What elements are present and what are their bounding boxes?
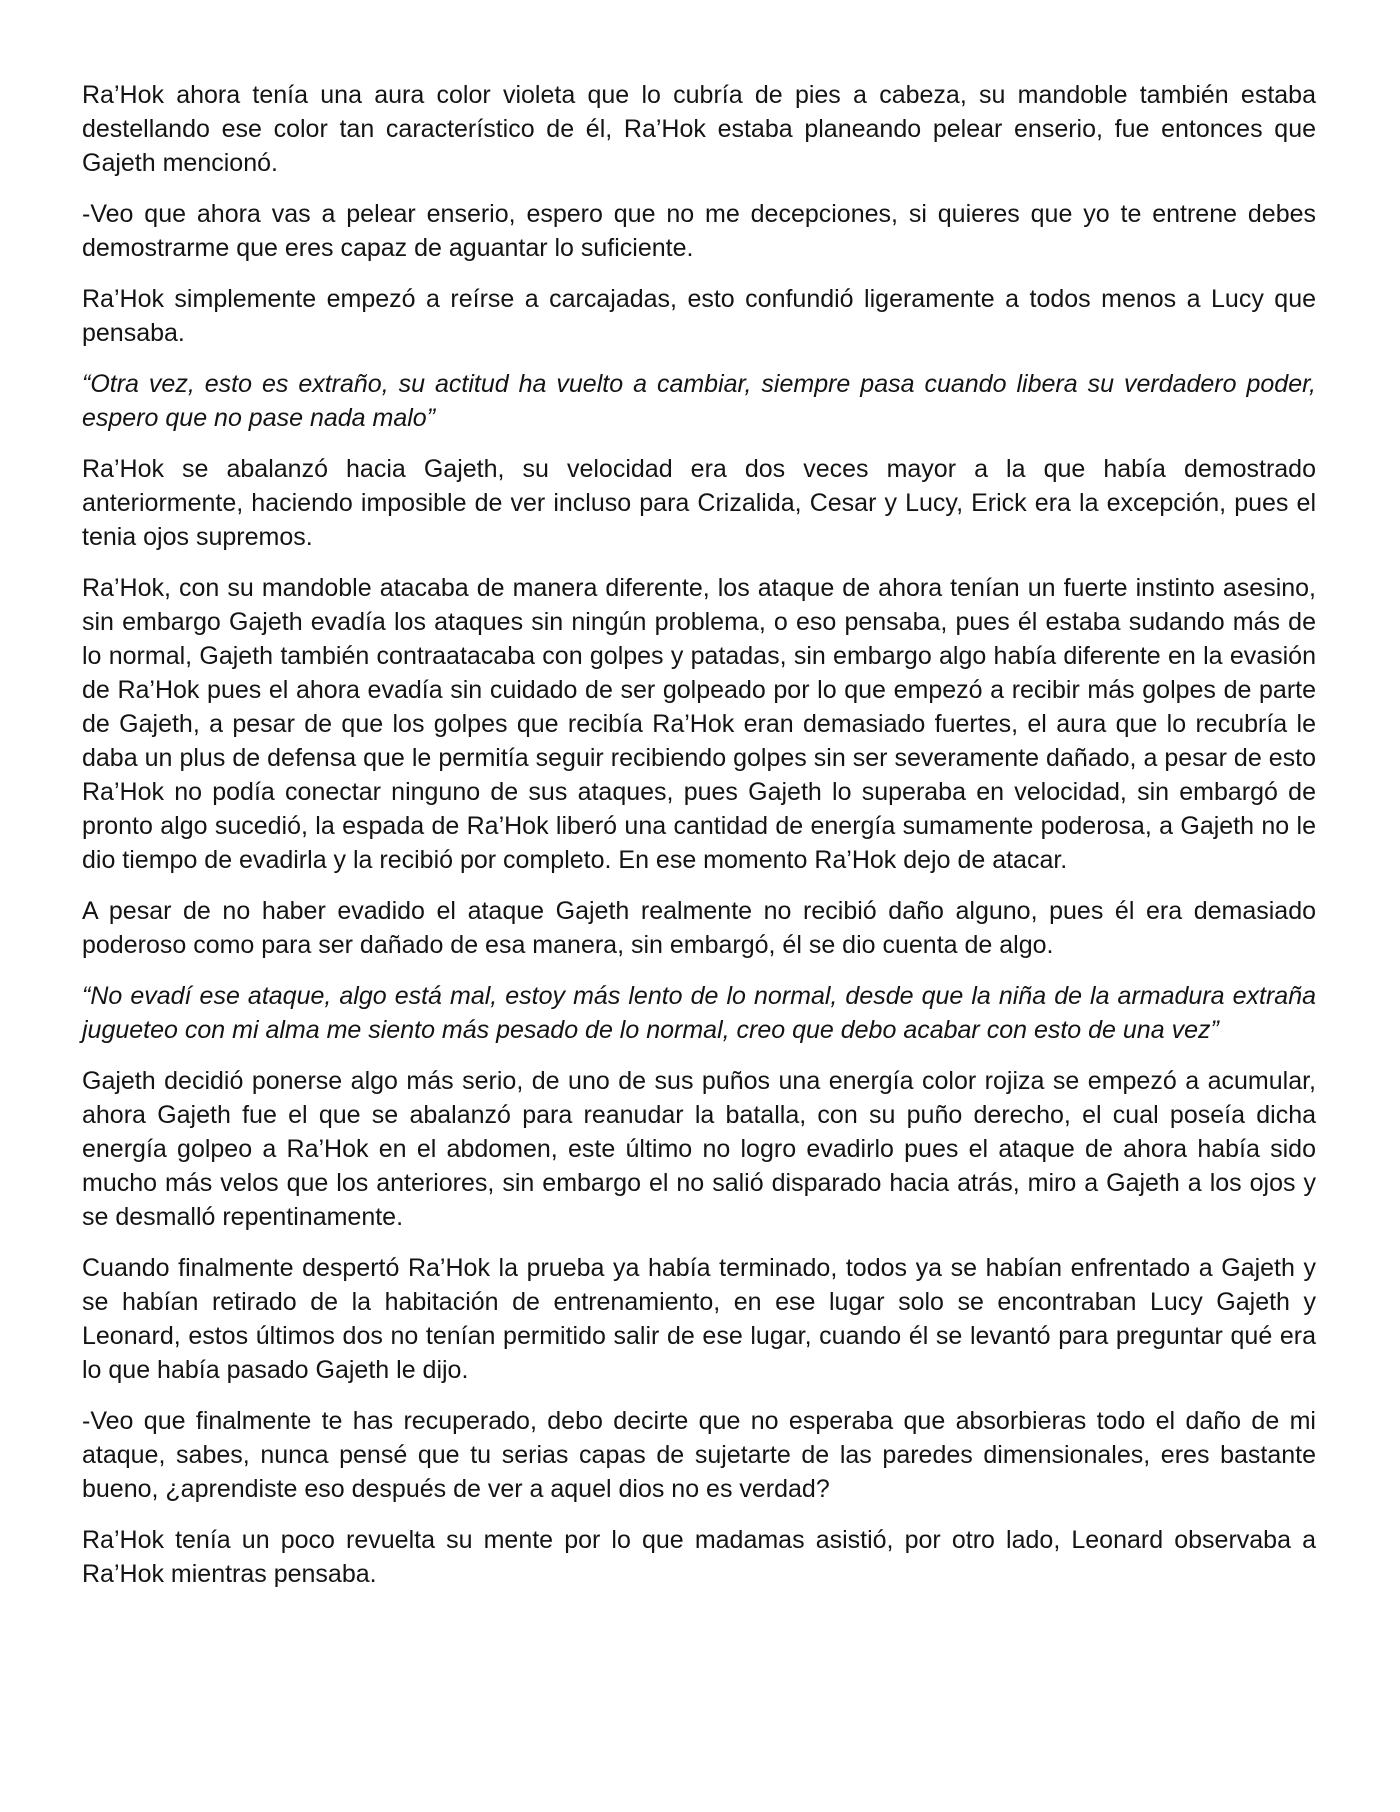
paragraph-8-thought: “No evadí ese ataque, algo está mal, estoy más lento de lo normal, desde que la niña de la armadura extraña jugueteo con mi alma me siento más pesado de lo normal, creo que debo acabar con esto de una vez” (82, 982, 1316, 1044)
paragraph-10: Cuando finalmente despertó Ra’Hok la prueba ya había terminado, todos ya se habían enfrentado a Gajeth y se habían retirado de la habitación de entrenamiento, en ese lugar solo se encontraban Lucy Gajeth y Leonard, estos últimos dos no tenían permitido salir de ese lugar, cuando él se levantó para preguntar qué era lo que había pasado Gajeth le dijo. (82, 1254, 1316, 1384)
paragraph-5: Ra’Hok se abalanzó hacia Gajeth, su velocidad era dos veces mayor a la que había demostrado anteriormente, haciendo imposible de ver incluso para Crizalida, Cesar y Lucy, Erick era la excepción, pues el tenia ojos supremos. (82, 455, 1316, 551)
document-page (82, 78, 1316, 1608)
paragraph-1: Ra’Hok ahora tenía una aura color violeta que lo cubría de pies a cabeza, su mandoble también estaba destellando ese color tan característico de él, Ra’Hok estaba planeando pelear enserio, fue entonces que Gajeth mencionó. (82, 81, 1316, 177)
paragraph-3: Ra’Hok simplemente empezó a reírse a carcajadas, esto confundió ligeramente a todos menos a Lucy que pensaba. (82, 285, 1316, 347)
paragraph-6: Ra’Hok, con su mandoble atacaba de manera diferente, los ataque de ahora tenían un fuerte instinto asesino, sin embargo Gajeth evadía los ataques sin ningún problema, o eso pensaba, pues él estaba sudando más de lo normal, Gajeth también contraatacaba con golpes y patadas, sin embargo algo había diferente en la evasión de Ra’Hok pues el ahora evadía sin cuidado de ser golpeado por lo que empezó a recibir más golpes de parte de Gajeth, a pesar de que los golpes que recibía Ra’Hok eran demasiado fuertes, el aura que lo recubría le daba un plus de defensa que le permitía seguir recibiendo golpes sin ser severamente dañado, a pesar de esto Ra’Hok no podía conectar ninguno de sus ataques, pues Gajeth lo superaba en velocidad, sin embargó de pronto algo sucedió, la espada de Ra’Hok liberó una cantidad de energía sumamente poderosa, a Gajeth no le dio tiempo de evadirla y la recibió por completo. En ese momento Ra’Hok dejo de atacar. (82, 574, 1316, 874)
paragraph-7: A pesar de no haber evadido el ataque Gajeth realmente no recibió daño alguno, pues él era demasiado poderoso como para ser dañado de esa manera, sin embargó, él se dio cuenta de algo. (82, 897, 1316, 959)
paragraph-11-dialogue: -Veo que finalmente te has recuperado, debo decirte que no esperaba que absorbieras todo el daño de mi ataque, sabes, nunca pensé que tu serias capas de sujetarte de las paredes dimensionales, eres bastante bueno, ¿aprendiste eso después de ver a aquel dios no es verdad? (82, 1407, 1316, 1503)
paragraph-4-thought: “Otra vez, esto es extraño, su actitud ha vuelto a cambiar, siempre pasa cuando libera su verdadero poder, espero que no pase nada malo” (82, 370, 1316, 432)
paragraph-2-dialogue: -Veo que ahora vas a pelear enserio, espero que no me decepciones, si quieres que yo te entrene debes demostrarme que eres capaz de aguantar lo suficiente. (82, 200, 1316, 262)
paragraph-9: Gajeth decidió ponerse algo más serio, de uno de sus puños una energía color rojiza se empezó a acumular, ahora Gajeth fue el que se abalanzó para reanudar la batalla, con su puño derecho, el cual poseía dicha energía golpeo a Ra’Hok en el abdomen, este último no logro evadirlo pues el ataque de ahora había sido mucho más velos que los anteriores, sin embargo el no salió disparado hacia atrás, miro a Gajeth a los ojos y se desmalló repentinamente. (82, 1067, 1316, 1231)
paragraph-12: Ra’Hok tenía un poco revuelta su mente por lo que madamas asistió, por otro lado, Leonard observaba a Ra’Hok mientras pensaba. (82, 1526, 1316, 1588)
